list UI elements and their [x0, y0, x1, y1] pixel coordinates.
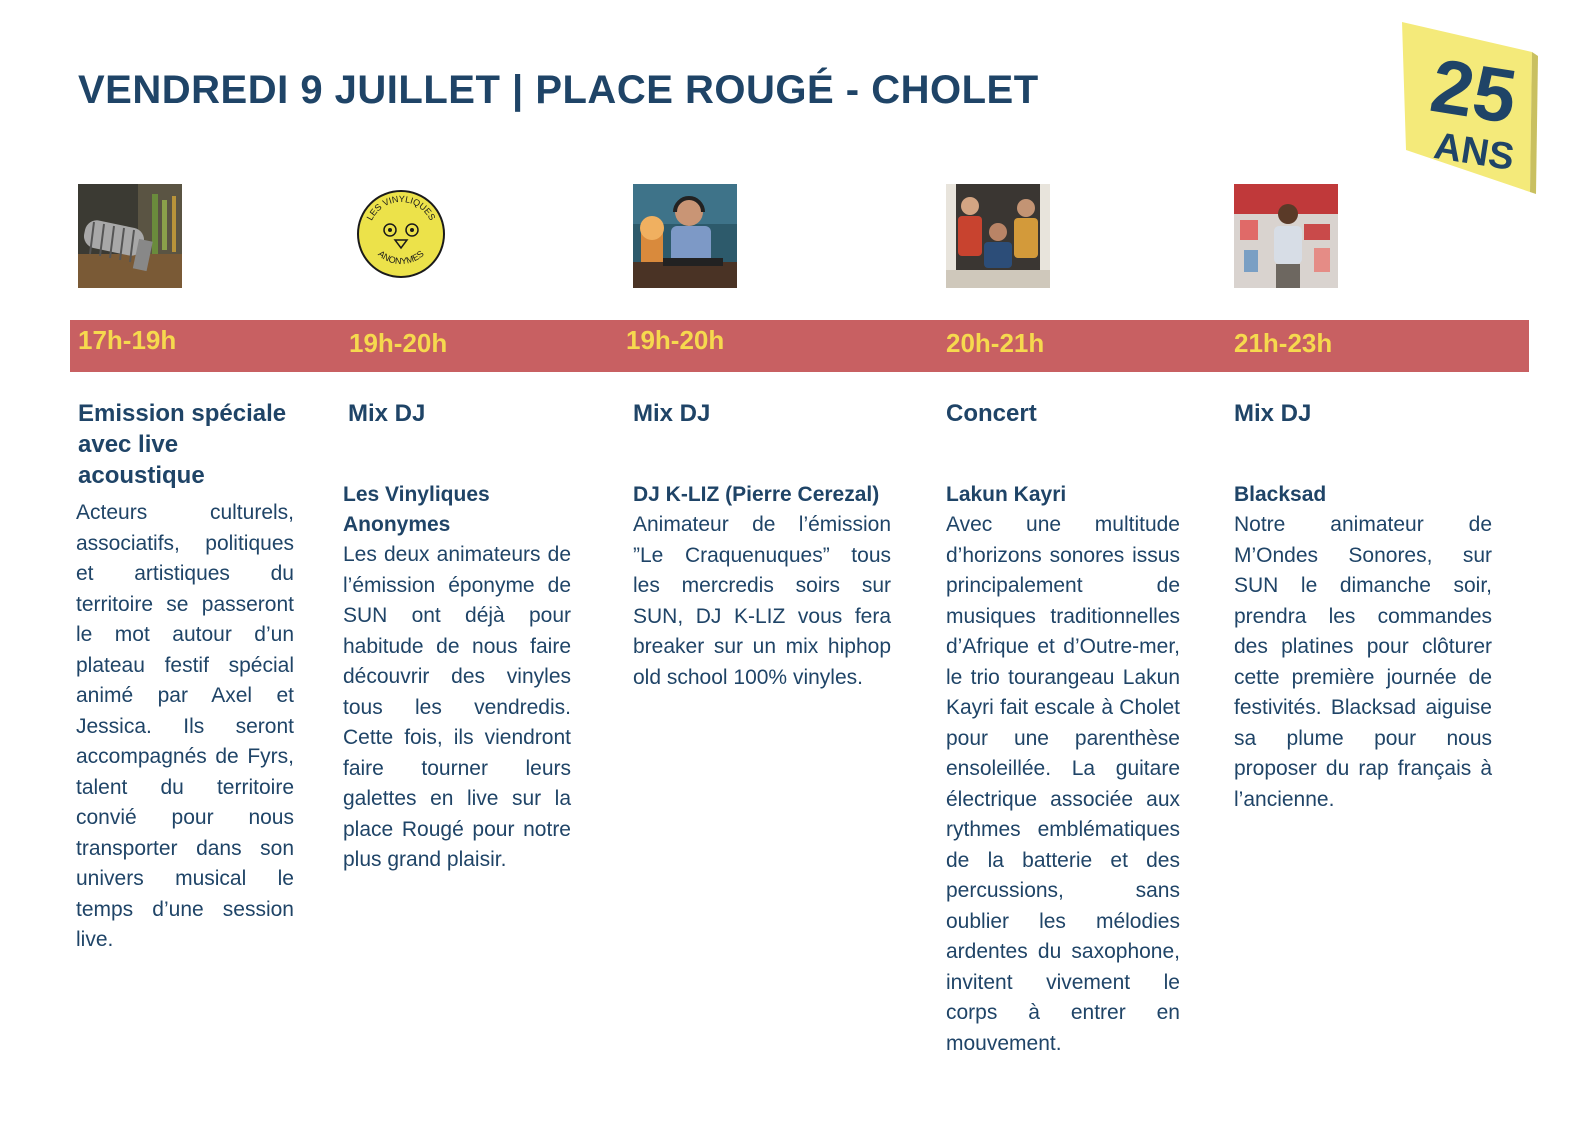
artist-name-5: Blacksad [1234, 483, 1327, 506]
logo-text-bottom: ANONYMES [376, 248, 426, 267]
event-body-2 [343, 480, 571, 876]
event-body-3 [633, 480, 891, 693]
logo-text-top: LES VINYLIQUES [364, 193, 438, 222]
badge-word: ANS [1431, 124, 1517, 180]
artist-photo [1234, 184, 1338, 288]
anniversary-badge [1402, 22, 1562, 202]
time-slot-3: 19h-20h [626, 325, 725, 355]
event-description-2: Les deux animateurs de l’émission éponyme de SUN ont déjà pour habitude de nous faire découvrir des vinyles tous les vendredis. Cette fois, ils viendront faire tourner leurs galettes en live sur la place Rougé pour notre plus grand plaisir. [343, 543, 571, 871]
vinyliques-logo [355, 184, 459, 288]
dj-photo [633, 184, 737, 288]
microphone-photo [78, 184, 182, 288]
artist-name-2: Les Vinyliques Anonymes [343, 483, 490, 536]
event-body-1 [76, 498, 294, 956]
band-photo [946, 184, 1050, 288]
event-title-3: Mix DJ [633, 400, 711, 427]
time-slot-5: 21h-23h [1234, 328, 1333, 358]
page-title: VENDREDI 9 JUILLET | PLACE ROUGÉ - CHOLET [78, 68, 1039, 112]
event-title-1: Emission spéciale avec live acoustique [78, 400, 287, 489]
artist-name-4: Lakun Kayri [946, 483, 1067, 506]
time-slot-2: 19h-20h [349, 328, 448, 358]
time-slot-4: 20h-21h [946, 328, 1045, 358]
event-title-2: Mix DJ [348, 400, 426, 427]
event-title-4: Concert [946, 400, 1037, 427]
event-title-5: Mix DJ [1234, 400, 1312, 427]
event-description-3: Animateur de l’émission ”Le Craquenuques” tous les mercredis soirs sur SUN, DJ K-LIZ vous fera breaker sur un mix hiphop old school 100% vinyles. [633, 513, 891, 689]
event-description-1: Acteurs culturels, associatifs, politiques et artistiques du territoire se passeront le mot autour d’un plateau festif spécial animé par Axel et Jessica. Ils seront accompagnés de Fyrs, talent du territoire convié pour nous transporter dans son univers musical le temps d’une session live. [76, 501, 294, 951]
artist-name-3: DJ K-LIZ (Pierre Cerezal) [633, 483, 880, 506]
event-description-5: Notre animateur de M’Ondes Sonores, sur SUN le dimanche soir, prendra les commandes des platines pour clôturer cette première journée de festivités. Blacksad aiguise sa plume pour nous proposer du rap français à l’ancienne. [1234, 513, 1492, 811]
event-body-4 [946, 480, 1180, 1059]
event-description-4: Avec une multitude d’horizons sonores issus principalement de musiques traditionnelles d’Afrique et d’Outre-mer, le trio tourangeau Lakun Kayri fait escale à Cholet pour une parenthèse ensoleillée. La guitare électrique associée aux rythmes emblématiques de la batterie et des percussions, sans oublier les mélodies ardentes du saxophone, invitent vivement le corps à entrer en mouvement. [946, 513, 1180, 1055]
event-body-5 [1234, 480, 1492, 815]
time-slot-1: 17h-19h [78, 325, 177, 355]
badge-number: 25 [1425, 43, 1523, 141]
